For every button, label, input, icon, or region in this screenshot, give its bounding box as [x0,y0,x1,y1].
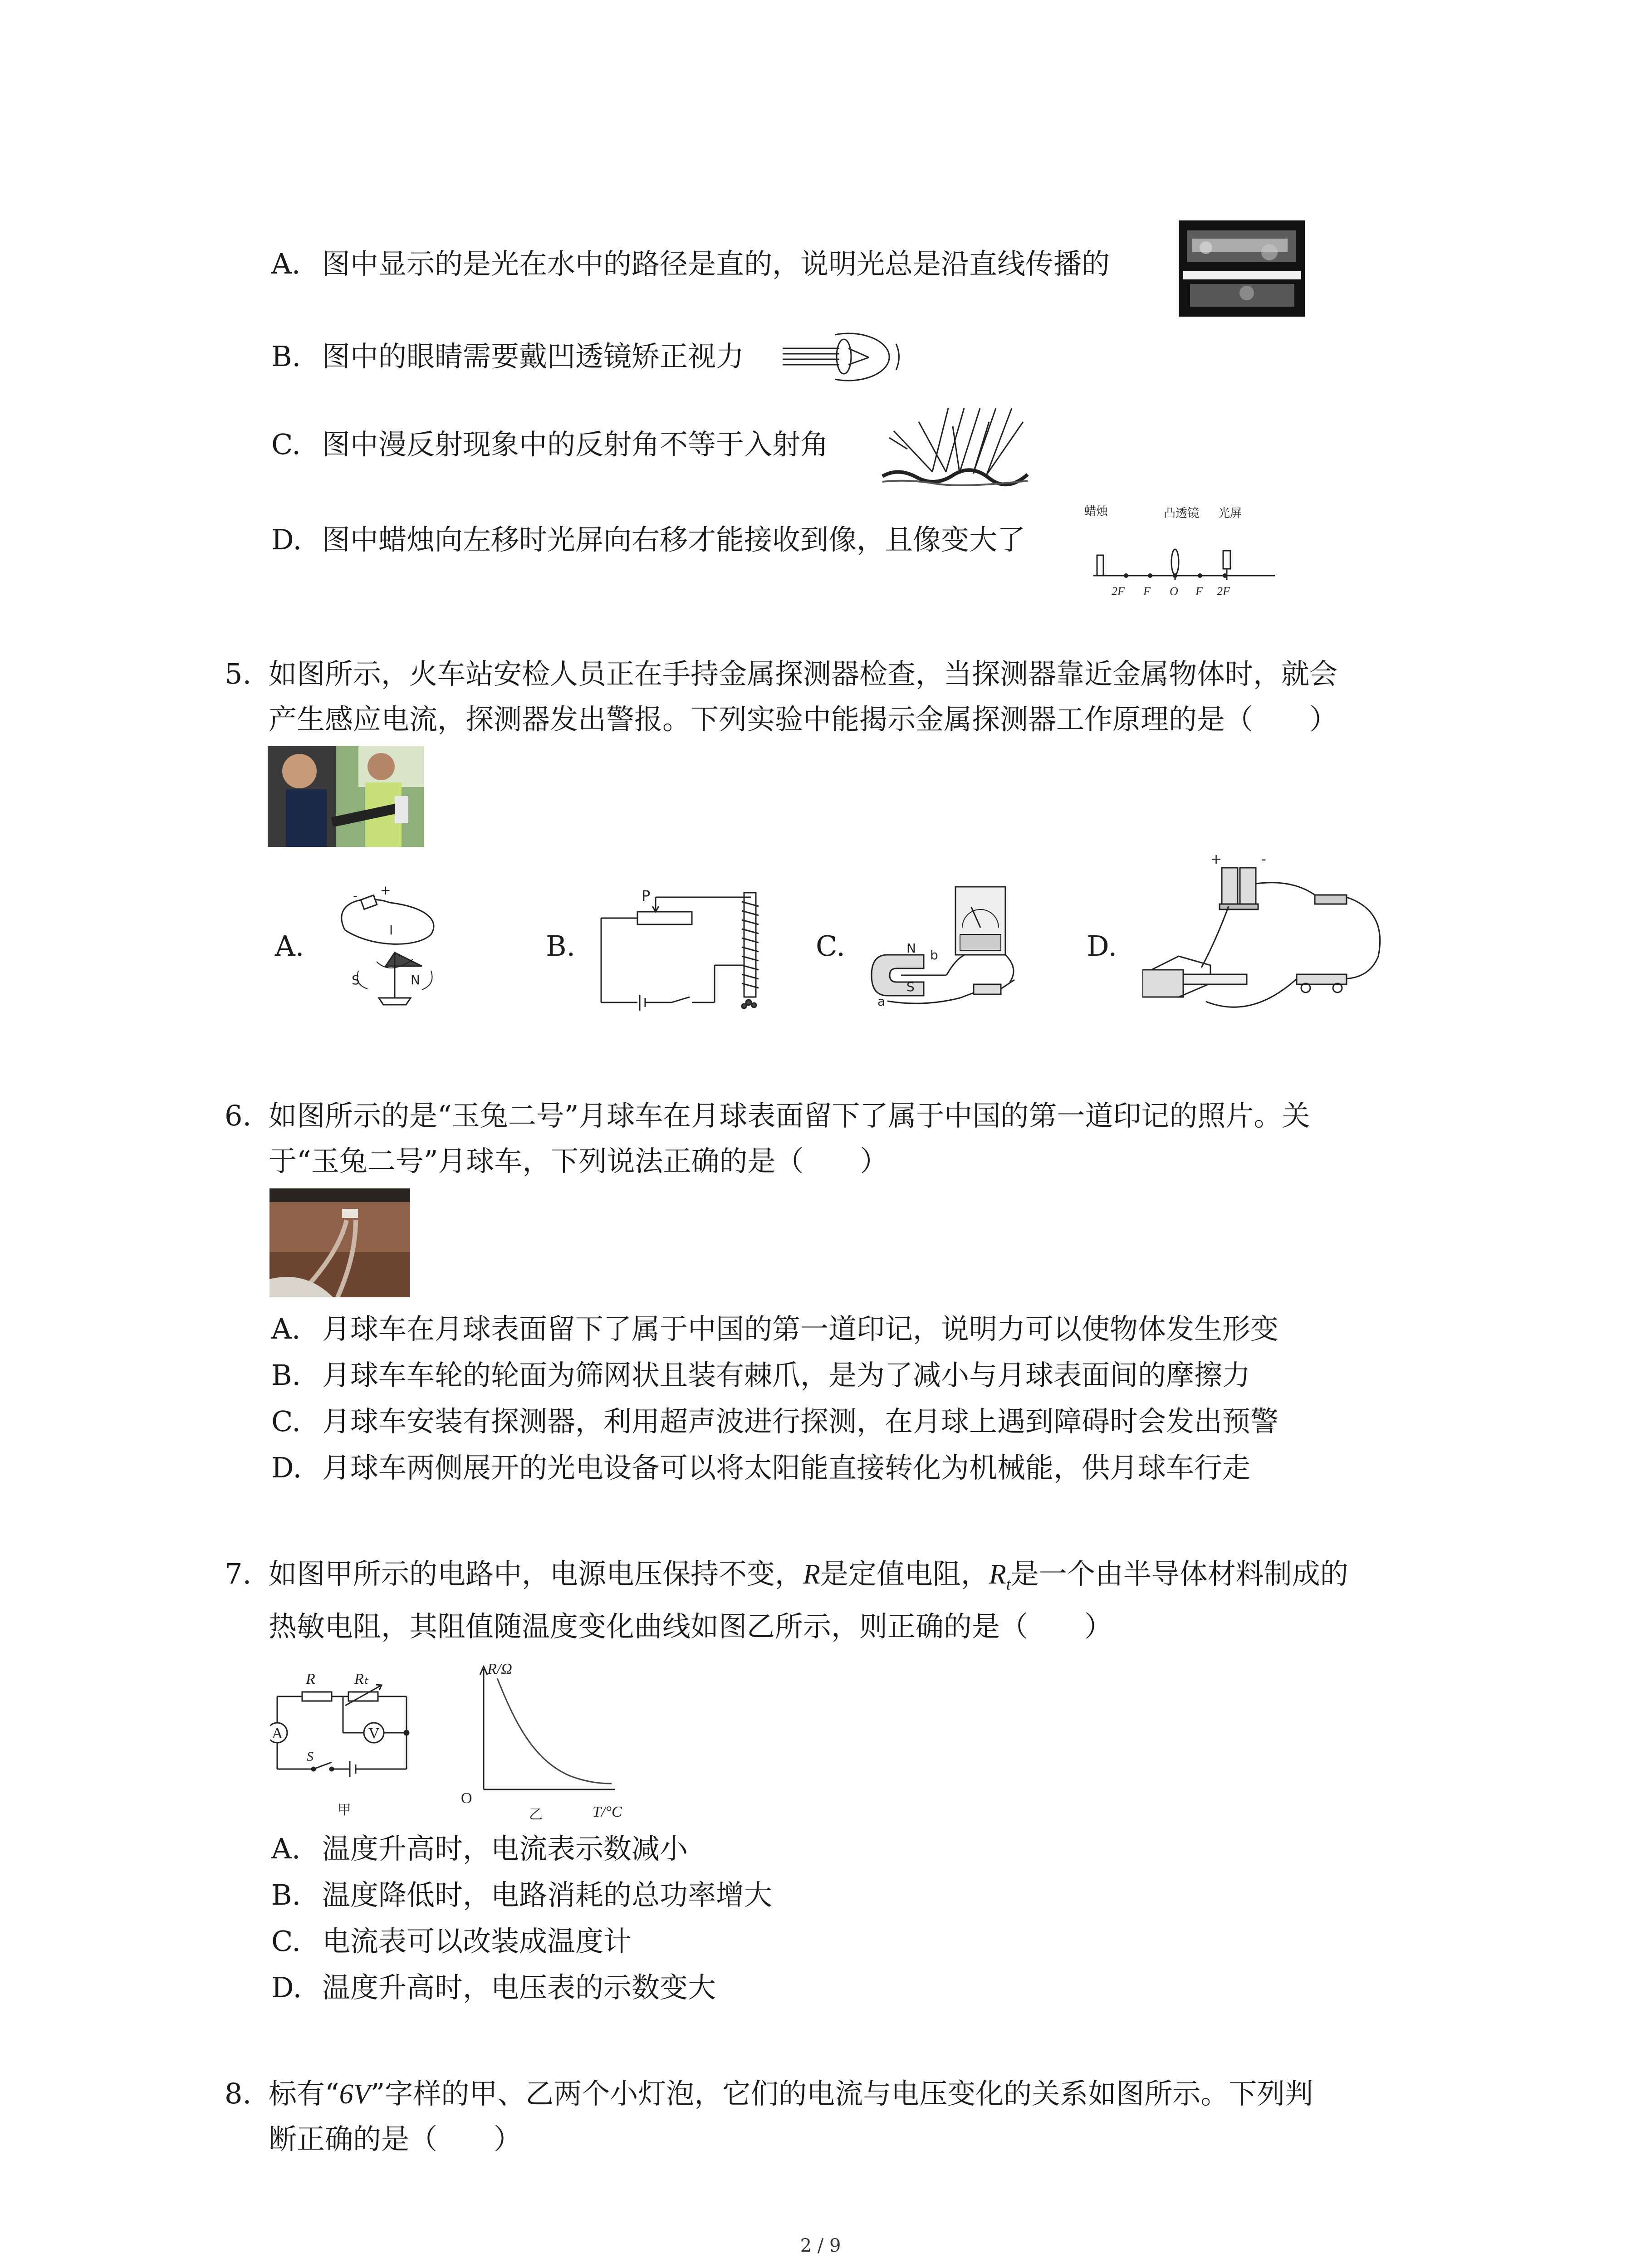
q7-stem-line1 [225,1556,1348,1602]
origin-label: O [461,1790,472,1807]
option-text: 图中漫反射现象中的反射角不等于入射角 [322,428,829,461]
stem-text: 是定值电阻， [820,1557,989,1590]
eye-diagram [780,330,903,385]
figure-yi-caption: 乙 [529,1807,543,1823]
q4-option-a [271,246,1110,282]
battery-minus: - [1261,852,1266,867]
resistor-symbol: R [803,1559,820,1590]
q8-stem-line2: 断正确的是（ ） [269,2122,522,2156]
wire-b-label: b [930,948,938,963]
stem-text: 如图所示的是“玉兔二号”月球车在月球表面留下了属于中国的第一道印记的照片。关 [269,1099,1310,1132]
q6-option-b [271,1357,1250,1393]
q4-option-c [271,426,828,463]
diffuse-reflection-diagram [880,404,1030,490]
q8-stem-line1 [225,2076,1313,2112]
switch-label: S [307,1749,314,1764]
compass-s-label: S [352,973,360,987]
rheostat-p-label: P [642,887,651,904]
q5-option-c: C. [816,929,845,963]
battery-plus: + [380,885,391,898]
q6-option-c [271,1403,1279,1440]
option-letter: A. [271,247,301,280]
option-text: 月球车两侧展开的光电设备可以将太阳能直接转化为机械能，供月球车行走 [322,1451,1251,1484]
screen-label: 光屏 [1218,507,1242,520]
tick-2f-right: 2F [1217,585,1230,598]
tick-f-right: F [1195,585,1203,598]
circuit-and-graph-figure [270,1660,652,1826]
x-axis-label: T/°C [593,1804,622,1820]
q7-option-d [271,1970,716,2006]
light-in-water-photo [1179,220,1305,317]
ammeter-label: A [272,1725,283,1742]
q5-stem-line1 [225,656,1337,692]
option-letter: B. [271,340,301,373]
question-number: 8. [225,2077,252,2110]
question-number: 5. [225,657,252,690]
y-axis-label: R/Ω [487,1661,512,1677]
oersted-experiment-diagram [327,885,449,1012]
battery-minus: - [353,888,358,903]
option-text: 图中蜡烛向左移时光屏向右移才能接收到像，且像变大了 [322,523,1026,556]
option-text: 温度降低时，电路消耗的总功率增大 [322,1878,773,1911]
q5-option-b: B. [546,929,576,963]
lens-imaging-diagram [1084,501,1279,601]
wire-a-label: a [877,994,886,1008]
thermistor-subscript: t [1006,1575,1011,1593]
option-text: 温度升高时，电流表示数减小 [322,1832,688,1865]
q5-option-a: A. [275,929,304,963]
stem-text: 如图所示，火车站安检人员正在手持金属探测器检查，当探测器靠近金属物体时，就会 [269,657,1338,690]
option-text: 电流表可以改装成温度计 [322,1925,632,1958]
option-letter: A. [271,1312,301,1345]
lens-label: 凸透镜 [1164,507,1200,520]
induction-experiment-diagram [869,882,1024,1008]
option-letter: C. [271,1925,301,1958]
stem-text: 是一个由半导体材料制成的 [1010,1557,1348,1590]
option-letter: C. [271,1405,301,1438]
option-text: 图中的眼睛需要戴凹透镜矫正视力 [322,340,745,373]
battery-plus: + [1210,852,1222,867]
security-check-photo [268,746,424,847]
q6-stem-line1 [225,1098,1310,1134]
q5-option-d: D. [1087,929,1117,963]
moon-rover-photo [269,1188,410,1297]
question-number: 7. [225,1557,252,1590]
option-letter: D. [271,523,302,556]
current-label: I [389,923,393,938]
q6-option-d [271,1450,1250,1486]
option-text: 月球车在月球表面留下了属于中国的第一道印记，说明力可以使物体发生形变 [322,1312,1279,1345]
tick-2f-left: 2F [1112,585,1125,598]
voltage-rating: 6V [339,2079,371,2110]
r-label: R [306,1671,315,1687]
q7-stem-line2: 热敏电阻，其阻值随温度变化曲线如图乙所示，则正确的是（ ） [269,1610,1113,1643]
candle-label: 蜡烛 [1084,505,1108,518]
option-letter: C. [271,428,301,461]
q6-option-a [271,1311,1279,1347]
option-letter: B. [271,1359,301,1392]
q5-stem-line2: 产生感应电流，探测器发出警报。下列实验中能揭示金属探测器工作原理的是（ ） [269,703,1338,736]
rt-label: Rₜ [354,1671,368,1687]
q7-option-c [271,1923,632,1960]
option-letter: D. [271,1971,302,2004]
magnet-s-label: S [906,979,915,994]
motor-circuit-diagram [1142,852,1396,1024]
q6-stem-line2: 于“玉兔二号”月球车，下列说法正确的是（ ） [269,1144,888,1178]
page-number: 2 / 9 [800,2235,841,2256]
q4-option-d [271,522,1025,558]
option-text: 图中显示的是光在水中的路径是直的，说明光总是沿直线传播的 [322,247,1110,280]
option-letter: A. [271,1832,301,1865]
stem-text: 如图甲所示的电路中，电源电压保持不变， [269,1557,803,1590]
question-number: 6. [225,1099,252,1132]
stem-text: ”字样的甲、乙两个小灯泡，它们的电流与电压变化的关系如图所示。下列判 [370,2077,1313,2110]
q7-option-b [271,1877,772,1913]
compass-n-label: N [411,973,420,987]
option-text: 月球车安装有探测器，利用超声波进行探测，在月球上遇到障碍时会发出预警 [322,1405,1279,1438]
option-text: 月球车车轮的轮面为筛网状且装有棘爪，是为了减小与月球表面间的摩擦力 [322,1359,1251,1392]
option-text: 温度升高时，电压表的示数变大 [322,1971,716,2004]
stem-text: 标有“ [269,2077,339,2110]
magnet-n-label: N [906,941,916,956]
voltmeter-label: V [368,1725,380,1742]
q4-option-b [271,338,744,375]
electromagnet-circuit-diagram [594,884,771,1017]
q7-option-a [271,1831,688,1867]
figure-jia-caption: 甲 [338,1802,351,1818]
option-letter: B. [271,1878,301,1911]
tick-f-left: F [1143,585,1151,598]
option-letter: D. [271,1451,302,1484]
thermistor-symbol: R [989,1559,1006,1590]
tick-o: O [1170,585,1178,598]
